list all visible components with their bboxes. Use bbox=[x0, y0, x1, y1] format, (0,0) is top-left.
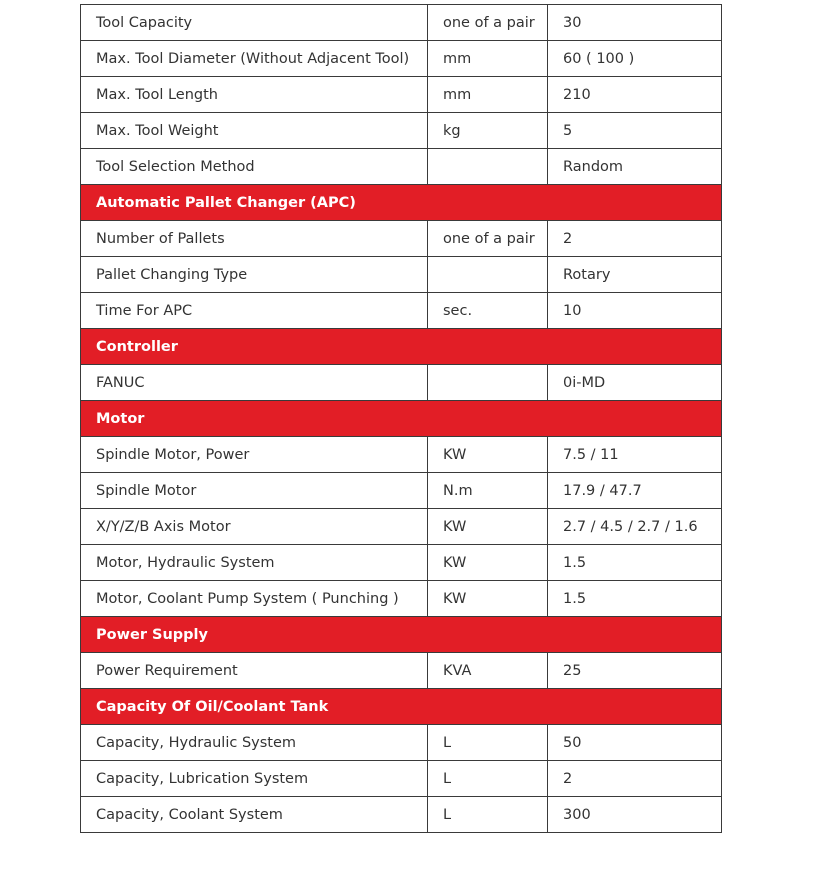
table-row bbox=[81, 509, 722, 545]
spec-name-cell: FANUC bbox=[81, 365, 428, 401]
section-title: Capacity Of Oil/Coolant Tank bbox=[81, 689, 722, 725]
spec-value-cell: 2.7 / 4.5 / 2.7 / 1.6 bbox=[548, 509, 722, 545]
table-row bbox=[81, 293, 722, 329]
spec-value-cell: 1.5 bbox=[548, 545, 722, 581]
spec-name-cell: Spindle Motor bbox=[81, 473, 428, 509]
table-row bbox=[81, 149, 722, 185]
spec-unit-cell: mm bbox=[428, 77, 548, 113]
spec-unit-cell: one of a pair bbox=[428, 221, 548, 257]
spec-name-cell: Pallet Changing Type bbox=[81, 257, 428, 293]
spec-value-cell: 7.5 / 11 bbox=[548, 437, 722, 473]
spec-value-cell: 50 bbox=[548, 725, 722, 761]
table-row bbox=[81, 221, 722, 257]
spec-value-cell: 17.9 / 47.7 bbox=[548, 473, 722, 509]
table-row bbox=[81, 5, 722, 41]
table-row bbox=[81, 113, 722, 149]
section-header-row bbox=[81, 617, 722, 653]
spec-unit-cell: KW bbox=[428, 437, 548, 473]
spec-unit-cell bbox=[428, 149, 548, 185]
spec-value-cell: Rotary bbox=[548, 257, 722, 293]
spec-unit-cell: KW bbox=[428, 581, 548, 617]
spec-value-cell: 2 bbox=[548, 761, 722, 797]
spec-value-cell: Random bbox=[548, 149, 722, 185]
table-row bbox=[81, 545, 722, 581]
spec-value-cell: 2 bbox=[548, 221, 722, 257]
spec-name-cell: Max. Tool Length bbox=[81, 77, 428, 113]
spec-value-cell: 30 bbox=[548, 5, 722, 41]
spec-name-cell: Number of Pallets bbox=[81, 221, 428, 257]
spec-table bbox=[80, 4, 722, 833]
spec-value-cell: 1.5 bbox=[548, 581, 722, 617]
spec-value-cell: 60 ( 100 ) bbox=[548, 41, 722, 77]
section-header-row bbox=[81, 401, 722, 437]
spec-unit-cell: L bbox=[428, 761, 548, 797]
table-row bbox=[81, 653, 722, 689]
spec-table-body bbox=[81, 5, 722, 833]
table-row bbox=[81, 437, 722, 473]
spec-name-cell: Capacity, Coolant System bbox=[81, 797, 428, 833]
table-row bbox=[81, 761, 722, 797]
spec-name-cell: Power Requirement bbox=[81, 653, 428, 689]
spec-value-cell: 25 bbox=[548, 653, 722, 689]
spec-unit-cell bbox=[428, 257, 548, 293]
table-row bbox=[81, 581, 722, 617]
spec-name-cell: Max. Tool Weight bbox=[81, 113, 428, 149]
spec-unit-cell: KW bbox=[428, 509, 548, 545]
section-header-row bbox=[81, 329, 722, 365]
table-row bbox=[81, 77, 722, 113]
spec-unit-cell: KVA bbox=[428, 653, 548, 689]
spec-unit-cell: L bbox=[428, 725, 548, 761]
spec-unit-cell: KW bbox=[428, 545, 548, 581]
table-row bbox=[81, 365, 722, 401]
table-row bbox=[81, 473, 722, 509]
section-title: Controller bbox=[81, 329, 722, 365]
table-row bbox=[81, 725, 722, 761]
spec-name-cell: Tool Selection Method bbox=[81, 149, 428, 185]
spec-value-cell: 210 bbox=[548, 77, 722, 113]
spec-name-cell: Tool Capacity bbox=[81, 5, 428, 41]
spec-unit-cell: sec. bbox=[428, 293, 548, 329]
section-header-row bbox=[81, 185, 722, 221]
spec-value-cell: 10 bbox=[548, 293, 722, 329]
spec-unit-cell: L bbox=[428, 797, 548, 833]
spec-name-cell: Time For APC bbox=[81, 293, 428, 329]
section-title: Automatic Pallet Changer (APC) bbox=[81, 185, 722, 221]
spec-unit-cell: kg bbox=[428, 113, 548, 149]
spec-name-cell: Capacity, Lubrication System bbox=[81, 761, 428, 797]
spec-value-cell: 0i-MD bbox=[548, 365, 722, 401]
section-title: Power Supply bbox=[81, 617, 722, 653]
table-row bbox=[81, 257, 722, 293]
spec-unit-cell: mm bbox=[428, 41, 548, 77]
spec-name-cell: Capacity, Hydraulic System bbox=[81, 725, 428, 761]
table-row bbox=[81, 797, 722, 833]
spec-name-cell: Spindle Motor, Power bbox=[81, 437, 428, 473]
spec-unit-cell bbox=[428, 365, 548, 401]
section-header-row bbox=[81, 689, 722, 725]
spec-unit-cell: one of a pair bbox=[428, 5, 548, 41]
spec-name-cell: Motor, Hydraulic System bbox=[81, 545, 428, 581]
spec-value-cell: 5 bbox=[548, 113, 722, 149]
spec-unit-cell: N.m bbox=[428, 473, 548, 509]
spec-name-cell: Max. Tool Diameter (Without Adjacent Tool) bbox=[81, 41, 428, 77]
section-title: Motor bbox=[81, 401, 722, 437]
table-row bbox=[81, 41, 722, 77]
spec-name-cell: X/Y/Z/B Axis Motor bbox=[81, 509, 428, 545]
spec-value-cell: 300 bbox=[548, 797, 722, 833]
spec-name-cell: Motor, Coolant Pump System ( Punching ) bbox=[81, 581, 428, 617]
